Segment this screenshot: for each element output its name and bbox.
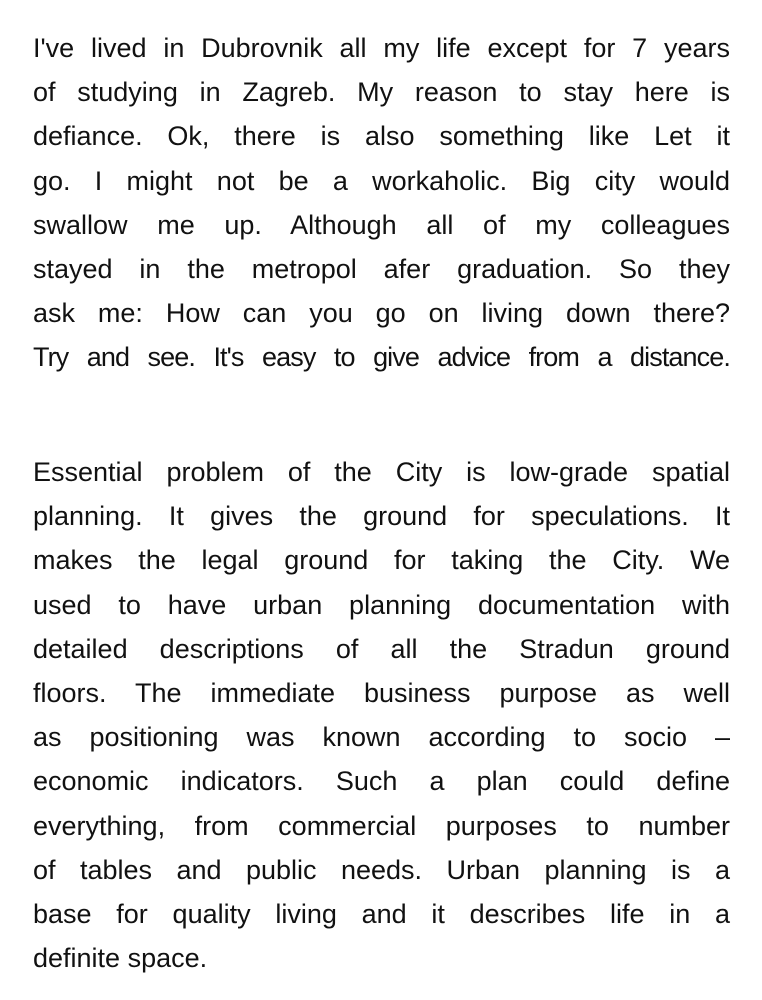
paragraph-line: as positioning was known according to socio – xyxy=(33,722,730,753)
paragraph-line: planning. It gives the ground for speculations. It xyxy=(33,501,730,532)
paragraph-2 xyxy=(33,450,730,980)
paragraph-line: of studying in Zagreb. My reason to stay here is xyxy=(33,77,730,108)
paragraph-line: floors. The immediate business purpose as well xyxy=(33,677,730,708)
paragraph-line: definite space. xyxy=(33,943,208,974)
paragraph-line: makes the legal ground for taking the City. We xyxy=(33,545,730,576)
paragraph-line: Try and see. It's easy to give advice from a distance. xyxy=(33,342,730,373)
paragraph-line: defiance. Ok, there is also something like Let it xyxy=(33,121,730,152)
paragraph-line: go. I might not be a workaholic. Big city would xyxy=(33,165,730,196)
paragraph-line: Essential problem of the City is low-grade spatial xyxy=(33,457,730,487)
paragraph-1 xyxy=(33,26,730,380)
paragraph-line: stayed in the metropol afer graduation. So they xyxy=(33,253,730,284)
paragraph-line: everything, from commercial purposes to number xyxy=(33,810,730,841)
paragraph-line: I've lived in Dubrovnik all my life except for 7 years xyxy=(33,33,730,63)
paragraph-line: detailed descriptions of all the Stradun ground xyxy=(33,633,730,664)
paragraph-line: used to have urban planning documentation with xyxy=(33,589,730,620)
paragraph-line: swallow me up. Although all of my colleagues xyxy=(33,209,730,240)
paragraph-line: ask me: How can you go on living down there? xyxy=(33,298,730,329)
paragraph-line: base for quality living and it describes life in a xyxy=(33,898,730,929)
paragraph-line: of tables and public needs. Urban planning is a xyxy=(33,854,730,885)
paragraph-line: economic indicators. Such a plan could define xyxy=(33,766,730,797)
